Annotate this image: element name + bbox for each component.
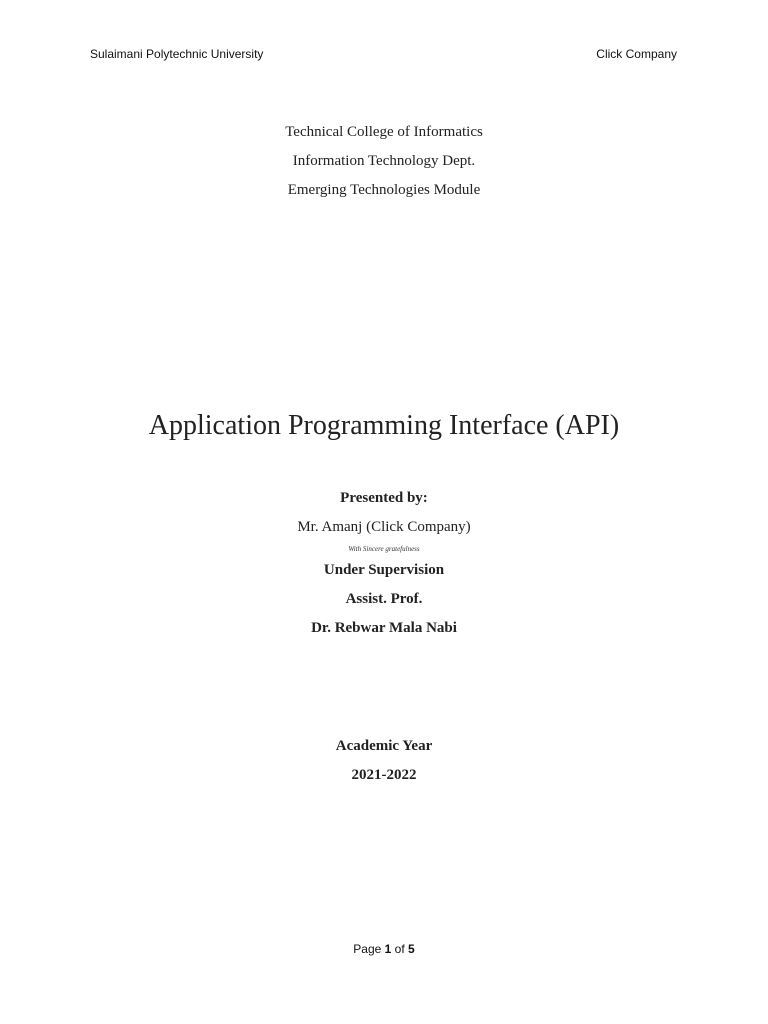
academic-year-value: 2021-2022 [351,767,417,783]
college-name: Technical College of Informatics [285,124,483,140]
academic-year-label: Academic Year [335,738,433,754]
header-company: Click Company [596,47,677,61]
page-word: Page [353,942,382,956]
of-word: of [394,942,405,956]
department-name: Information Technology Dept. [292,153,476,169]
current-page: 1 [384,942,392,956]
academic-year-block [0,732,768,790]
presentation-block [0,484,768,643]
gratitude-note: With Sincere gratefulness [348,545,420,553]
supervision-label: Under Supervision [323,562,445,578]
module-name: Emerging Technologies Module [287,182,481,198]
total-pages: 5 [408,942,415,956]
supervisor-rank: Assist. Prof. [345,591,423,607]
supervisor-name: Dr. Rebwar Mala Nabi [311,620,457,636]
document-title: Application Programming Interface (API) [148,410,620,441]
page-footer [0,942,768,956]
institution-block [0,118,768,205]
presented-by-label: Presented by: [340,490,428,506]
presenter-name: Mr. Amanj (Click Company) [297,519,471,535]
header-university: Sulaimani Polytechnic University [90,47,264,61]
